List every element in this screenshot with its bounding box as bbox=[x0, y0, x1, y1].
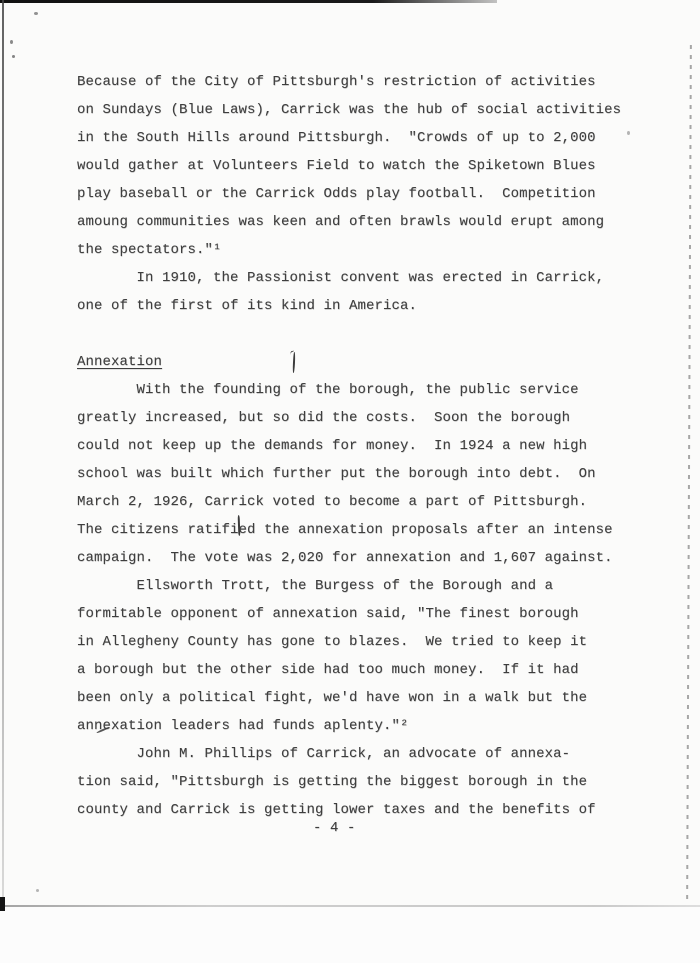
document-text bbox=[77, 68, 637, 824]
text-line: campaign. The vote was 2,020 for annexation and 1,607 against. bbox=[77, 550, 613, 566]
page-number: - 4 - bbox=[313, 820, 356, 836]
ink-speck bbox=[36, 889, 39, 892]
text-line: a borough but the other side had too much money. If it had bbox=[77, 662, 579, 678]
scan-mark-bottom-left bbox=[0, 897, 5, 911]
text-line: Because of the City of Pittsburgh's restriction of activities bbox=[77, 74, 596, 90]
section-heading-annexation: Annexation bbox=[77, 354, 163, 370]
text-line: Ellsworth Trott, the Burgess of the Borough and a bbox=[77, 578, 554, 594]
text-line: amoung communities was keen and often brawls would erupt among bbox=[77, 214, 605, 230]
text-line: In 1910, the Passionist convent was erected in Carrick, bbox=[77, 270, 605, 286]
text-line: county and Carrick is getting lower taxes and the benefits of bbox=[77, 802, 596, 818]
text-line: greatly increased, but so did the costs. Soon the borough bbox=[77, 410, 571, 426]
blank-line bbox=[77, 320, 637, 348]
text-line: would gather at Volunteers Field to watch the Spiketown Blues bbox=[77, 158, 596, 174]
text-line: in the South Hills around Pittsburgh. "Crowds of up to 2,000 bbox=[77, 130, 596, 146]
text-line: on Sundays (Blue Laws), Carrick was the hub of social activities bbox=[77, 102, 622, 118]
text-line: one of the first of its kind in America. bbox=[77, 298, 418, 314]
text-line: play baseball or the Carrick Odds play football. Competition bbox=[77, 186, 596, 202]
text-line: school was built which further put the borough into debt. On bbox=[77, 466, 596, 482]
text-line: With the founding of the borough, the public service bbox=[77, 382, 579, 398]
ink-speck bbox=[34, 12, 38, 15]
text-line-with-footnote-2: annexation leaders had funds aplenty."² bbox=[77, 718, 409, 734]
text-line: March 2, 1926, Carrick voted to become a part of Pittsburgh. bbox=[77, 494, 588, 510]
scan-edge-top bbox=[0, 0, 497, 3]
scanner-background bbox=[0, 907, 700, 963]
text-line: The citizens ratified the annexation proposals after an intense bbox=[77, 522, 613, 538]
ink-speck bbox=[12, 55, 15, 58]
text-line-with-footnote-1: the spectators."¹ bbox=[77, 242, 222, 258]
ink-speck bbox=[10, 40, 13, 44]
text-line: been only a political fight, we'd have won in a walk but the bbox=[77, 690, 588, 706]
scan-edge-right-dashed-line bbox=[686, 45, 692, 903]
text-line: could not keep up the demands for money. In 1924 a new high bbox=[77, 438, 588, 454]
text-line: John M. Phillips of Carrick, an advocate of annexa- bbox=[77, 746, 571, 762]
text-line: formitable opponent of annexation said, "The finest borough bbox=[77, 606, 579, 622]
text-line: tion said, "Pittsburgh is getting the biggest borough in the bbox=[77, 774, 588, 790]
text-line: in Allegheny County has gone to blazes. We tried to keep it bbox=[77, 634, 588, 650]
scan-edge-left bbox=[2, 0, 4, 906]
